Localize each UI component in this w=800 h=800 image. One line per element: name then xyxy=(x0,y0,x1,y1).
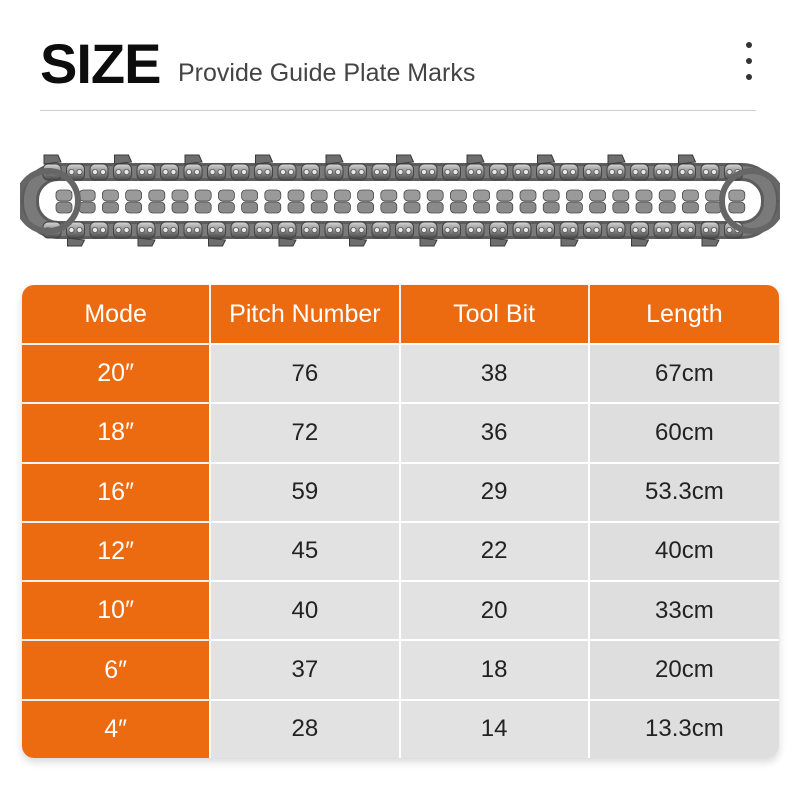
mode-cell: 4″ xyxy=(22,699,211,758)
bit-cell: 36 xyxy=(401,402,590,461)
table-header-row xyxy=(22,285,779,343)
bit-cell: 20 xyxy=(401,580,590,639)
mode-cell: 6″ xyxy=(22,639,211,698)
chain-loop xyxy=(20,155,780,246)
length-cell: 20cm xyxy=(590,639,779,698)
pitch-cell: 37 xyxy=(211,639,400,698)
bit-cell: 22 xyxy=(401,521,590,580)
table-row xyxy=(22,639,779,698)
mode-cell: 18″ xyxy=(22,402,211,461)
col-pitch-header: Pitch Number xyxy=(211,285,400,343)
mode-cell: 20″ xyxy=(22,343,211,402)
page-header xyxy=(40,30,756,110)
length-cell: 53.3cm xyxy=(590,462,779,521)
page-title: SIZE xyxy=(40,32,161,95)
pitch-cell: 28 xyxy=(211,699,400,758)
pitch-cell: 72 xyxy=(211,402,400,461)
size-table xyxy=(22,285,779,758)
pitch-cell: 59 xyxy=(211,462,400,521)
table-row xyxy=(22,699,779,758)
length-cell: 40cm xyxy=(590,521,779,580)
bit-cell: 14 xyxy=(401,699,590,758)
length-cell: 13.3cm xyxy=(590,699,779,758)
bit-cell: 29 xyxy=(401,462,590,521)
col-mode-header: Mode xyxy=(22,285,211,343)
bit-cell: 38 xyxy=(401,343,590,402)
table-row xyxy=(22,521,779,580)
page-subtitle: Provide Guide Plate Marks xyxy=(178,59,476,87)
menu-dot xyxy=(746,74,752,80)
pitch-cell: 76 xyxy=(211,343,400,402)
length-cell: 60cm xyxy=(590,402,779,461)
table-row xyxy=(22,462,779,521)
menu-dot xyxy=(746,58,752,64)
length-cell: 67cm xyxy=(590,343,779,402)
table-row xyxy=(22,580,779,639)
length-cell: 33cm xyxy=(590,580,779,639)
mode-cell: 10″ xyxy=(22,580,211,639)
pitch-cell: 40 xyxy=(211,580,400,639)
more-vertical-icon[interactable] xyxy=(742,42,756,80)
pitch-cell: 45 xyxy=(211,521,400,580)
menu-dot xyxy=(746,42,752,48)
mode-cell: 12″ xyxy=(22,521,211,580)
mode-cell: 16″ xyxy=(22,462,211,521)
col-bit-header: Tool Bit xyxy=(401,285,590,343)
table-row xyxy=(22,402,779,461)
bit-cell: 18 xyxy=(401,639,590,698)
header-divider xyxy=(40,110,756,111)
table-row xyxy=(22,343,779,402)
chainsaw-chain-image xyxy=(20,150,780,250)
col-length-header: Length xyxy=(590,285,779,343)
